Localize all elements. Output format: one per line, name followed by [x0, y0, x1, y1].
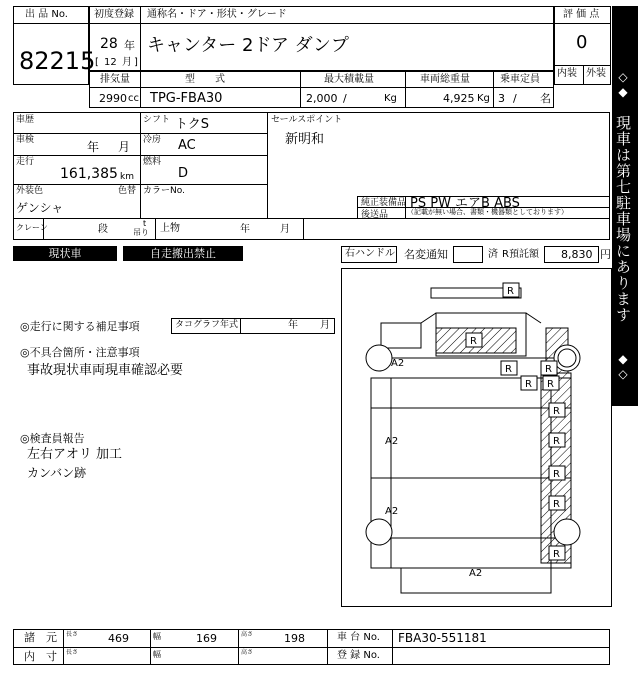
handle-value: 右ハンドル	[345, 248, 395, 259]
equipment: PS PW エアB ABS	[410, 196, 520, 211]
tacho-year-unit: 年	[288, 320, 298, 331]
r-mark-2: R	[545, 364, 552, 375]
dims-label: 諸 元	[24, 631, 57, 644]
displacement-unit: cc	[128, 93, 139, 104]
fuel-label: 燃料	[143, 157, 162, 167]
sales-point: 新明和	[285, 132, 325, 147]
reg-month-unit: 月	[122, 57, 132, 68]
r-mark-11: R	[507, 286, 514, 297]
max-load-unit: Kg	[384, 93, 397, 104]
capacity-unit: 名	[540, 92, 551, 105]
a2-mark-4: A2	[469, 568, 483, 579]
name-change-label: 名変通知	[404, 248, 448, 261]
inspection-year-unit: 年	[87, 140, 100, 154]
reg-no-label: 登 録 No.	[337, 650, 380, 661]
inspector-line-2: カンバン跡	[27, 466, 87, 480]
inspector-label: ◎検査員報告	[20, 432, 85, 445]
ext-color: ゲンシャ	[16, 201, 64, 215]
exterior-label: 外装	[586, 68, 606, 79]
r-mark-4: R	[525, 379, 532, 390]
tacho-month-unit: 月	[320, 320, 330, 331]
color-code-label: カラーNo.	[143, 186, 185, 196]
upper-month-unit: 月	[280, 224, 290, 235]
length-label: 長さ	[66, 631, 79, 638]
crane-label: クレーン	[16, 223, 48, 232]
displacement: 2990	[99, 92, 127, 105]
length-label-2: 長さ	[66, 649, 79, 656]
width-label: 幅	[153, 632, 161, 641]
defects-label: ◎不具合箇所・注意事項	[20, 346, 140, 359]
gross-weight-unit: Kg	[477, 93, 490, 104]
vehicle-damage-diagram	[341, 268, 612, 607]
shift-label: シフト	[143, 115, 171, 125]
equipment-label: 純正装備品	[361, 198, 407, 208]
name-change-box	[453, 246, 483, 263]
a2-mark-2: A2	[385, 436, 399, 447]
upper-label: 上物	[160, 223, 180, 234]
r-mark-7: R	[553, 436, 560, 447]
gross-weight-label: 車両総重量	[420, 74, 470, 85]
retrofit-note: （記載が無い場合、書類・機器類としております）	[407, 208, 568, 216]
length-value: 469	[108, 632, 129, 645]
r-mark-1: R	[505, 364, 512, 375]
recycle-label: R預託額	[502, 249, 539, 260]
score-label: 評 価 点	[563, 9, 600, 20]
side-banner-top-mark: ◇◆	[616, 70, 630, 100]
ac-label: 冷房	[143, 135, 162, 145]
reg-month: 12	[104, 57, 117, 68]
height-label-2: 高さ	[241, 649, 254, 656]
height-label: 高さ	[241, 631, 254, 638]
inspection-label: 車検	[16, 135, 35, 145]
ext-color-label: 外装色	[16, 186, 44, 196]
crane-hoist: 吊り	[133, 228, 149, 237]
width-label-2: 幅	[153, 650, 161, 659]
r-mark-8: R	[553, 469, 560, 480]
height-value: 198	[284, 632, 305, 645]
score-value: 0	[576, 32, 588, 53]
chassis-label: 車 台 No.	[337, 632, 380, 643]
no-self-drive-badge: 自走搬出禁止	[123, 246, 243, 261]
side-banner-text: 現車は第七駐車場にあります	[614, 115, 632, 323]
r-mark-3: R	[470, 336, 477, 347]
tacho-label: タコグラフ年式	[175, 320, 239, 330]
current-status-badge: 現状車	[13, 246, 117, 261]
deposit-prefix: 済	[488, 249, 498, 260]
crane-ton-unit: t	[143, 219, 147, 228]
sales-point-label: セールスポイント	[271, 115, 343, 125]
shift-value: トクS	[175, 117, 209, 132]
type-label: 型 式	[185, 74, 225, 85]
interior-dims-label: 内 寸	[24, 650, 57, 663]
r-mark-10: R	[553, 549, 560, 560]
crane-step-unit: 段	[98, 224, 108, 235]
capacity: 3	[498, 92, 505, 105]
max-load-label: 最大積載量	[324, 74, 374, 85]
retrofit-label: 後送品	[361, 210, 389, 220]
driving-note-label: ◎走行に関する補足事項	[20, 320, 140, 333]
mileage-unit: km	[120, 172, 134, 182]
reg-year: 28	[100, 36, 118, 52]
history-label: 車歴	[16, 115, 35, 125]
r-mark-6: R	[553, 406, 560, 417]
max-load: 2,000	[306, 92, 338, 105]
inspection-month-unit: 月	[118, 140, 131, 154]
interior-label: 内装	[557, 68, 577, 79]
ac-value: AC	[178, 138, 196, 153]
inspector-line-1: 左右アオリ 加工	[27, 447, 123, 462]
recycle-amount: 8,830	[561, 248, 593, 261]
car-name: キャンター 2ドア ダンプ	[147, 35, 349, 56]
lot-number: 82215	[19, 47, 96, 75]
capacity-label: 乗車定員	[500, 74, 540, 85]
side-banner-bottom-mark: ◆◇	[616, 352, 630, 382]
reg-year-unit: 年	[124, 39, 135, 52]
r-mark-9: R	[553, 499, 560, 510]
r-mark-5: R	[547, 379, 554, 390]
upper-year-unit: 年	[240, 224, 250, 235]
gross-weight: 4,925	[443, 92, 475, 105]
color-change-label: 色替	[118, 186, 137, 196]
width-value: 169	[196, 632, 217, 645]
chassis-no: FBA30-551181	[398, 631, 487, 645]
fuel-value: D	[178, 166, 189, 181]
yen-unit: 円	[600, 248, 611, 261]
model-label: 通称名・ドア・形状・グレード	[147, 9, 287, 20]
first-reg-label: 初度登録	[94, 9, 134, 20]
lot-label: 出 品 No.	[25, 9, 68, 20]
defects-text: 事故現状車両現車確認必要	[27, 363, 184, 378]
mileage: 161,385	[60, 166, 118, 182]
a2-mark-3: A2	[385, 506, 399, 517]
a2-mark-1: A2	[391, 358, 405, 369]
displacement-label: 排気量	[100, 74, 130, 85]
model-code: TPG-FBA30	[150, 91, 223, 106]
mileage-label: 走行	[16, 157, 35, 167]
